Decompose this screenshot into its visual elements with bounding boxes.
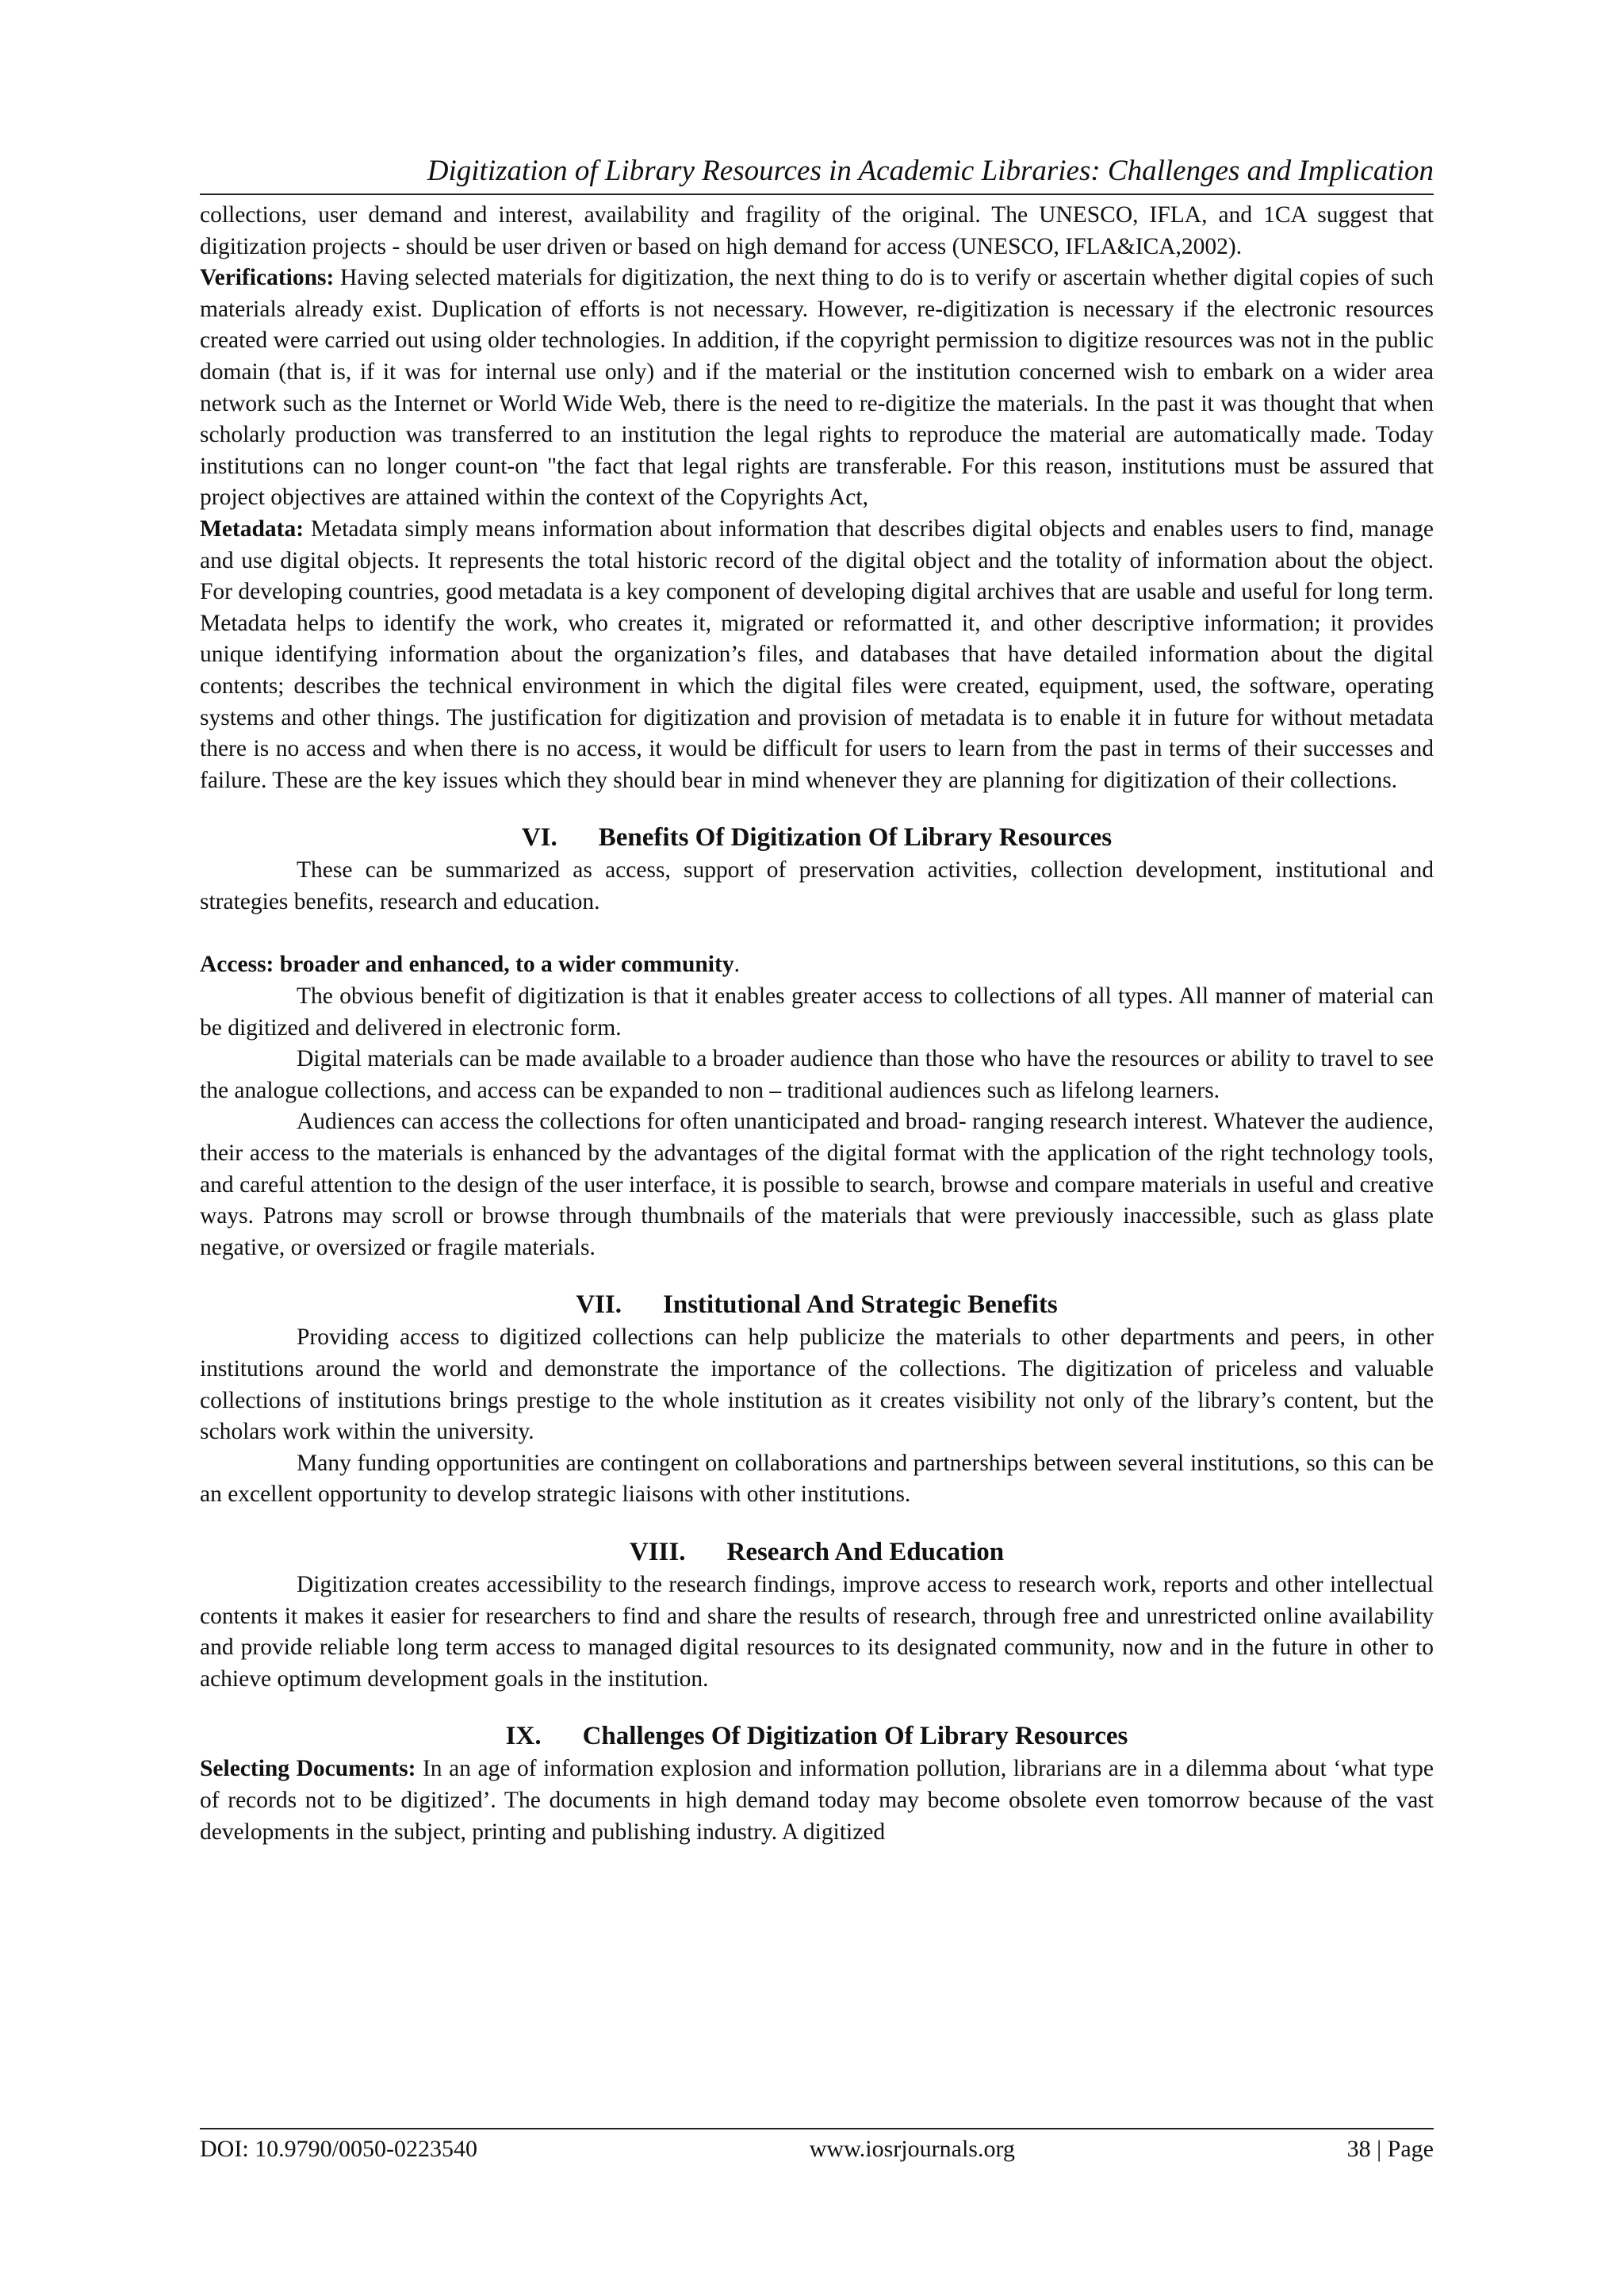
paragraph-collections: collections, user demand and interest, availability and fragility of the original. The UNESCO, IFLA, and 1CA suggest that digitization projects - should be user driven or based on high demand for access (UNESCO, IFLA&ICA,2002).	[200, 202, 1434, 259]
section-heading-ix	[200, 1719, 1434, 1754]
page-footer	[200, 2133, 1434, 2165]
access-heading-period: .	[733, 952, 740, 978]
section-number: VII.	[576, 1290, 622, 1320]
spacer	[200, 918, 1434, 949]
paragraph-research-1: Digitization creates accessibility to the research findings, improve access to research work, reports and other intellectual contents it makes it easier for researchers to find and share the results of research, through free and unrestricted online availability and provide reliable long term access to managed digital resources to its designated community, now and in the future in other to achieve optimum development goals in the institution.	[200, 1571, 1434, 1692]
body-text	[200, 200, 1434, 1848]
section-heading-vii	[200, 1287, 1434, 1322]
paragraph-metadata	[200, 514, 1434, 796]
selecting-text: In an age of information explosion and information pollution, librarians are in a dilemma about ‘what type of records not to be digitized’. The documents in high demand today may become obsolete even tomorrow because of the vast developments in the subject, printing and publishing industry. A digitized	[200, 1756, 1434, 1845]
paragraph-access-heading	[200, 949, 1434, 981]
paragraph-access-1: The obvious benefit of digitization is that it enables greater access to collections of all types. All manner of material can be digitized and delivered in electronic form.	[200, 983, 1434, 1041]
section-title: Institutional And Strategic Benefits	[663, 1290, 1058, 1320]
paragraph-institutional-1: Providing access to digitized collections can help publicize the materials to other departments and peers, in other institutions around the world and demonstrate the importance of the collections. The digitization of priceless and valuable collections of institutions brings prestige to the whole institution as it creates visibility not only of the library’s content, but the scholars work within the university.	[200, 1324, 1434, 1445]
paragraph-verifications	[200, 263, 1434, 514]
running-header: Digitization of Library Resources in Academic Libraries: Challenges and Implication	[427, 155, 1434, 187]
paragraph-access-2: Digital materials can be made available to a broader audience than those who have the resources or ability to travel to see the analogue collections, and access can be expanded to non – traditional audiences such as lifelong learners.	[200, 1046, 1434, 1103]
metadata-text: Metadata simply means information about information that describes digital objects and enables users to find, manage and use digital objects. It represents the total historic record of the digital object and the totality of information about the object. For developing countries, good metadata is a key component of developing digital archives that are usable and useful for long term. Metadata helps to identify the work, who creates it, migrated or reformatted it, and other descriptive information; it provides unique identifying information about the organization’s files, and databases that have detailed information about the digital contents; describes the technical environment in which the digital files were created, equipment, used, the software, operating systems and other things. The justification for digitization and provision of metadata is to enable it in future for without metadata there is no access and when there is no access, it would be difficult for users to learn from the past in terms of their successes and failure. These are the key issues which they should bear in mind whenever they are planning for digitization of their collections.	[200, 516, 1434, 793]
spacer	[200, 1263, 1434, 1287]
selecting-label: Selecting Documents:	[200, 1756, 416, 1782]
document-page	[200, 0, 1434, 2296]
section-number: IX.	[505, 1722, 542, 1751]
verifications-text: Having selected materials for digitization, the next thing to do is to verify or ascertain whether digital copies of such materials already exist. Duplication of efforts is not necessary. However, re-digitization is necessary if the electronic resources created were carried out using older technologies. In addition, if the copyright permission to digitize resources was not in the public domain (that is, if it was for internal use only) and if the material or the institution concerned wish to embark on a wider area network such as the Internet or World Wide Web, there is the need to re-digitize the materials. In the past it was thought that when scholarly production was transferred to an institution the legal rights to reproduce the material are automatically made. Today institutions can no longer count-on "the fact that legal rights are transferable. For this reason, institutions must be assured that project objectives are attained within the context of the Copyrights Act,	[200, 265, 1434, 511]
section-heading-viii	[200, 1535, 1434, 1570]
paragraph-institutional-2: Many funding opportunities are contingent on collaborations and partnerships between several institutions, so this can be an excellent opportunity to develop strategic liaisons with other institutions.	[200, 1450, 1434, 1508]
paragraph-benefits-intro: These can be summarized as access, support of preservation activities, collection development, institutional and strategies benefits, research and education.	[200, 857, 1434, 914]
metadata-label: Metadata:	[200, 516, 304, 542]
section-title: Challenges Of Digitization Of Library Resources	[582, 1722, 1128, 1751]
spacer	[200, 1695, 1434, 1719]
section-number: VI.	[521, 823, 557, 853]
access-heading: Access: broader and enhanced, to a wider community	[200, 952, 734, 978]
section-title: Research And Education	[726, 1537, 1005, 1566]
paragraph-selecting-documents	[200, 1754, 1434, 1848]
footer-website: www.iosrjournals.org	[809, 2136, 1015, 2162]
footer-doi: DOI: 10.9790/0050-0223540	[200, 2136, 477, 2162]
section-heading-vi	[200, 820, 1434, 855]
header-rule	[200, 194, 1434, 195]
section-title: Benefits Of Digitization Of Library Resources	[598, 823, 1113, 853]
footer-rule	[200, 2128, 1434, 2129]
footer-page-number: 38 | Page	[1346, 2136, 1434, 2162]
paragraph-access-3: Audiences can access the collections for often unanticipated and broad- ranging research interest. Whatever the audience, their access to the materials is enhanced by the advantages of the digital format with the application of the right technology tools, and careful attention to the design of the user interface, it is possible to search, browse and compare materials in useful and creative ways. Patrons may scroll or browse through thumbnails of the materials that were previously inaccessible, such as glass plate negative, or oversized or fragile materials.	[200, 1109, 1434, 1260]
spacer	[200, 796, 1434, 820]
spacer	[200, 1511, 1434, 1535]
section-number: VIII.	[629, 1537, 686, 1566]
verifications-label: Verifications:	[200, 265, 335, 291]
